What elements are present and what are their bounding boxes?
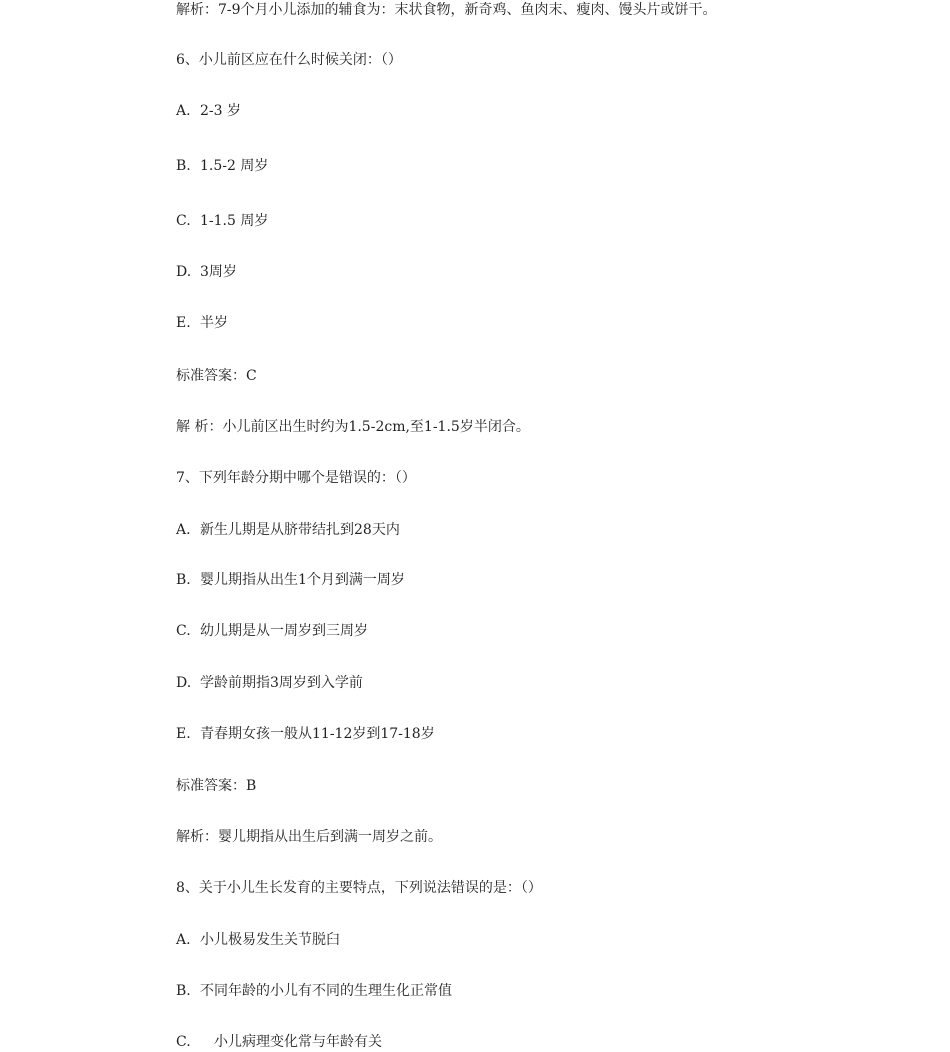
- option-label: A.: [176, 522, 191, 538]
- q7-option-b: [176, 570, 405, 590]
- option-label: E.: [176, 726, 191, 742]
- option-text: 2-3 岁: [200, 103, 241, 119]
- q6-option-d: [176, 262, 237, 282]
- option-text: 小儿病理变化常与年龄有关: [214, 1034, 382, 1050]
- q7-option-d: [176, 673, 363, 693]
- q7-option-c: [176, 621, 368, 641]
- q6-option-b: [176, 156, 268, 176]
- q7-analysis: 解析：婴儿期指从出生后到满一周岁之前。: [176, 829, 442, 845]
- option-text: 幼儿期是从一周岁到三周岁: [200, 623, 368, 639]
- option-label: B.: [176, 572, 191, 588]
- q8-option-b: [176, 981, 452, 1001]
- question-7: 7、下列年龄分期中哪个是错误的：（）: [176, 470, 416, 486]
- option-label: D.: [176, 264, 192, 280]
- option-label: C.: [176, 1034, 191, 1050]
- option-label: E.: [176, 315, 191, 331]
- option-text: 小儿极易发生关节脱臼: [200, 932, 340, 948]
- option-text: 3周岁: [200, 264, 237, 280]
- option-text: 1-1.5 周岁: [200, 213, 269, 229]
- option-text: 青春期女孩一般从11-12岁到17-18岁: [200, 726, 435, 742]
- q7-option-e: [176, 724, 435, 744]
- option-label: B.: [176, 983, 191, 999]
- option-text: 1.5-2 周岁: [200, 158, 269, 174]
- option-text: 不同年龄的小儿有不同的生理生化正常值: [200, 983, 452, 999]
- q8-option-a: [176, 930, 340, 950]
- q6-standard-answer: 标准答案：C: [176, 368, 257, 384]
- q8-option-c: [176, 1032, 382, 1052]
- option-text: 新生儿期是从脐带结扎到28天内: [200, 522, 400, 538]
- q6-analysis: 解 析：小儿前区出生时约为1.5-2cm,至1-1.5岁半闭合。: [176, 419, 530, 435]
- option-label: D.: [176, 675, 192, 691]
- q6-option-a: [176, 101, 241, 121]
- option-text: 半岁: [200, 315, 228, 331]
- question-6: 6、小儿前区应在什么时候关闭：（）: [176, 52, 402, 68]
- analysis-q5: 解析：7-9个月小儿添加的辅食为：末状食物，新奇鸡、鱼肉末、瘦肉、馒头片或饼干。: [176, 2, 717, 18]
- question-8: 8、关于小儿生长发育的主要特点，下列说法错误的是：（）: [176, 880, 542, 896]
- option-label: B.: [176, 158, 191, 174]
- option-label: C.: [176, 213, 191, 229]
- q7-option-a: [176, 520, 400, 540]
- option-text: 学龄前期指3周岁到入学前: [200, 675, 363, 691]
- q7-standard-answer: 标准答案：B: [176, 778, 257, 794]
- option-label: C.: [176, 623, 191, 639]
- option-label: A.: [176, 103, 191, 119]
- option-text: 婴儿期指从出生1个月到满一周岁: [200, 572, 405, 588]
- option-label: A.: [176, 932, 191, 948]
- q6-option-e: [176, 313, 228, 333]
- q6-option-c: [176, 211, 268, 231]
